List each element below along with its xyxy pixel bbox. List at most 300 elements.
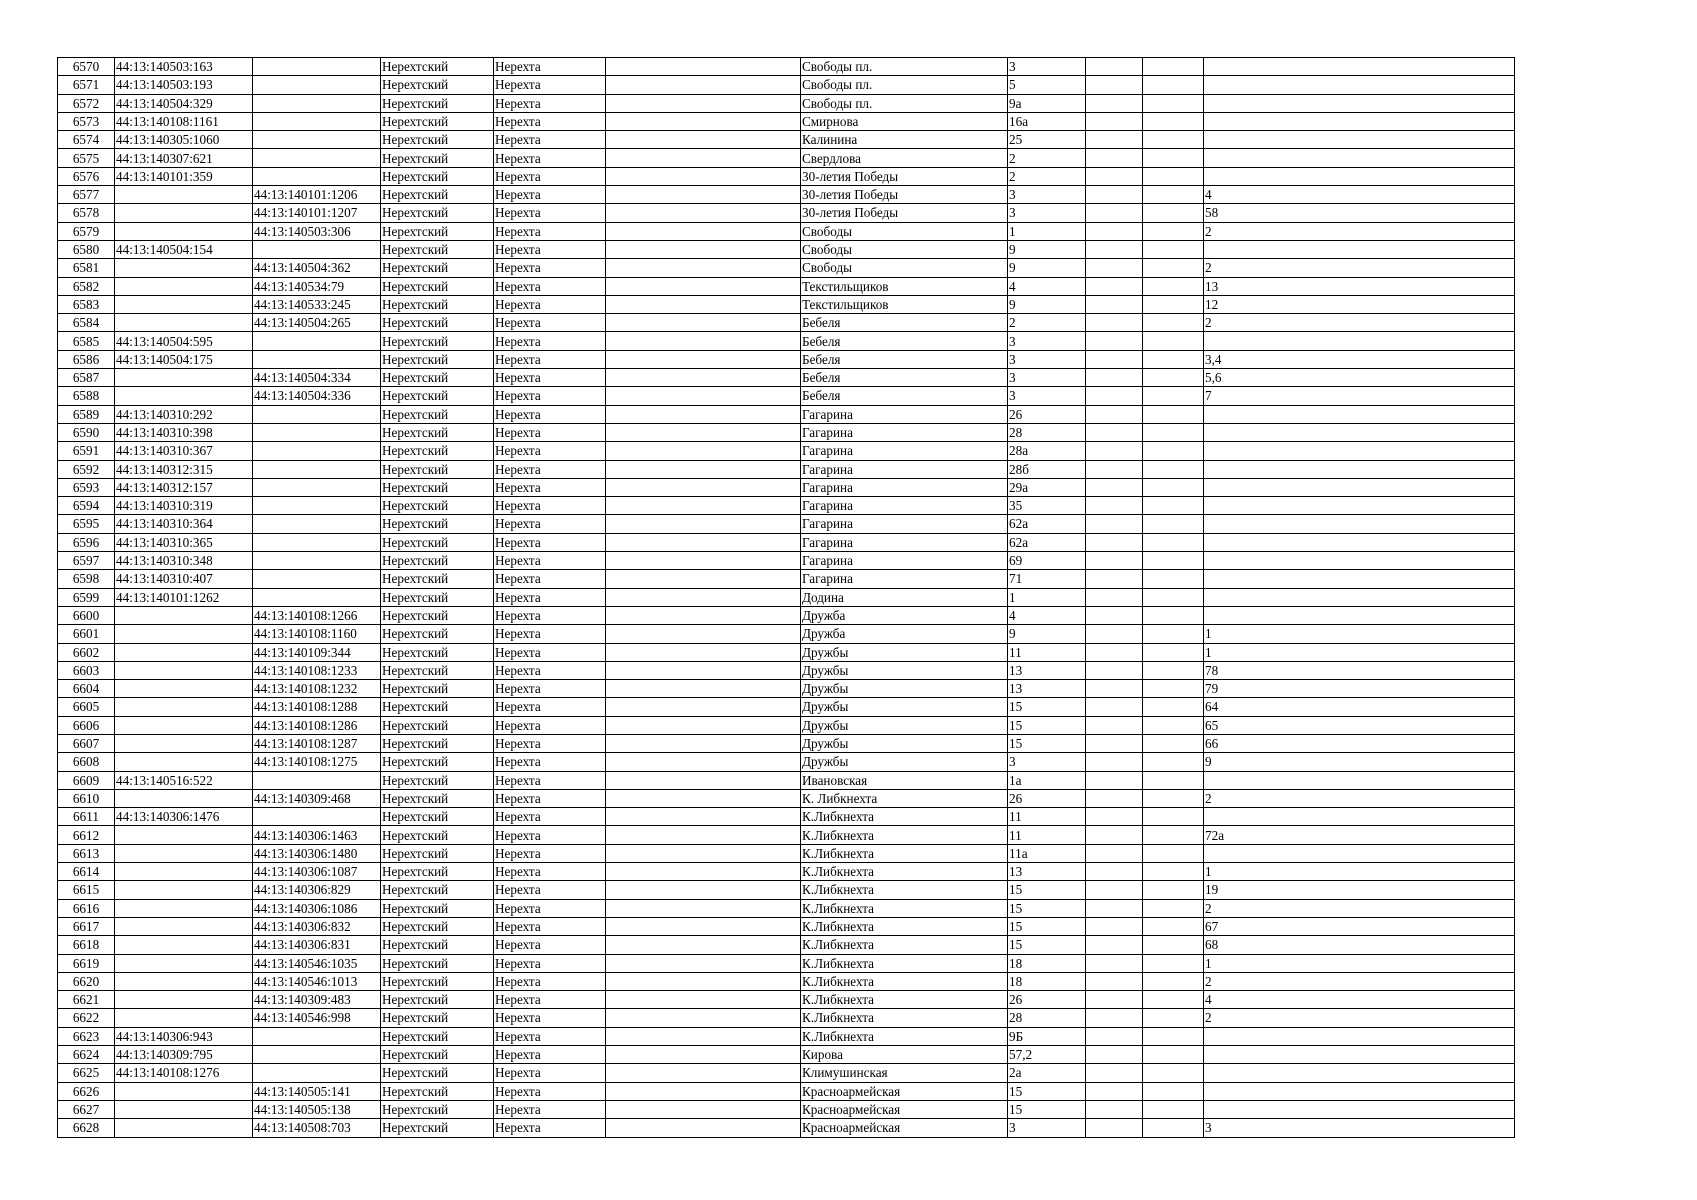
locality-cell xyxy=(606,314,801,332)
structure-cell xyxy=(1143,131,1204,149)
city-cell: Нерехта xyxy=(494,680,606,698)
locality-cell xyxy=(606,405,801,423)
cadastral-number-premises-cell: 44:13:140534:79 xyxy=(253,277,381,295)
street-cell: Гагарина xyxy=(801,570,1008,588)
city-cell: Нерехта xyxy=(494,350,606,368)
city-cell: Нерехта xyxy=(494,588,606,606)
table-row xyxy=(58,661,1515,679)
structure-cell xyxy=(1143,442,1204,460)
cadastral-number-cell xyxy=(115,680,253,698)
apartment-number-cell xyxy=(1204,1082,1515,1100)
structure-cell xyxy=(1143,76,1204,94)
cadastral-number-cell xyxy=(115,1119,253,1137)
row-number-cell: 6607 xyxy=(58,734,115,752)
locality-cell xyxy=(606,423,801,441)
table-row xyxy=(58,881,1515,899)
house-number-cell: 15 xyxy=(1008,936,1086,954)
building-cell xyxy=(1086,1027,1143,1045)
locality-cell xyxy=(606,240,801,258)
cadastral-number-cell: 44:13:140516:522 xyxy=(115,771,253,789)
locality-cell xyxy=(606,295,801,313)
house-number-cell: 15 xyxy=(1008,698,1086,716)
cadastral-number-cell: 44:13:140101:359 xyxy=(115,167,253,185)
cadastral-number-cell xyxy=(115,899,253,917)
city-cell: Нерехта xyxy=(494,899,606,917)
city-cell: Нерехта xyxy=(494,698,606,716)
city-cell: Нерехта xyxy=(494,1082,606,1100)
row-number-cell: 6593 xyxy=(58,478,115,496)
city-cell: Нерехта xyxy=(494,149,606,167)
city-cell: Нерехта xyxy=(494,625,606,643)
table-row xyxy=(58,1119,1515,1137)
cadastral-number-cell: 44:13:140306:943 xyxy=(115,1027,253,1045)
street-cell: К.Либкнехта xyxy=(801,863,1008,881)
building-cell xyxy=(1086,478,1143,496)
city-cell: Нерехта xyxy=(494,222,606,240)
house-number-cell: 15 xyxy=(1008,716,1086,734)
city-cell: Нерехта xyxy=(494,552,606,570)
locality-cell xyxy=(606,917,801,935)
house-number-cell: 26 xyxy=(1008,405,1086,423)
apartment-number-cell: 58 xyxy=(1204,204,1515,222)
locality-cell xyxy=(606,167,801,185)
building-cell xyxy=(1086,1100,1143,1118)
street-cell: Свободы пл. xyxy=(801,58,1008,76)
apartment-number-cell xyxy=(1204,570,1515,588)
building-cell xyxy=(1086,643,1143,661)
structure-cell xyxy=(1143,1119,1204,1137)
cadastral-number-cell xyxy=(115,753,253,771)
district-cell: Нерехтский xyxy=(381,149,494,167)
city-cell: Нерехта xyxy=(494,186,606,204)
house-number-cell: 18 xyxy=(1008,972,1086,990)
cadastral-number-premises-cell xyxy=(253,94,381,112)
cadastral-number-cell xyxy=(115,186,253,204)
city-cell: Нерехта xyxy=(494,58,606,76)
apartment-number-cell xyxy=(1204,808,1515,826)
cadastral-number-cell xyxy=(115,972,253,990)
structure-cell xyxy=(1143,423,1204,441)
apartment-number-cell: 3 xyxy=(1204,1119,1515,1137)
apartment-number-cell xyxy=(1204,112,1515,130)
cadastral-number-cell xyxy=(115,277,253,295)
row-number-cell: 6600 xyxy=(58,606,115,624)
house-number-cell: 15 xyxy=(1008,1100,1086,1118)
house-number-cell: 62а xyxy=(1008,515,1086,533)
city-cell: Нерехта xyxy=(494,369,606,387)
row-number-cell: 6614 xyxy=(58,863,115,881)
table-row xyxy=(58,277,1515,295)
locality-cell xyxy=(606,204,801,222)
cadastral-number-premises-cell xyxy=(253,423,381,441)
building-cell xyxy=(1086,186,1143,204)
building-cell xyxy=(1086,259,1143,277)
row-number-cell: 6572 xyxy=(58,94,115,112)
table-row xyxy=(58,314,1515,332)
table-row xyxy=(58,826,1515,844)
structure-cell xyxy=(1143,1027,1204,1045)
row-number-cell: 6583 xyxy=(58,295,115,313)
row-number-cell: 6625 xyxy=(58,1064,115,1082)
locality-cell xyxy=(606,789,801,807)
street-cell: Свободы xyxy=(801,240,1008,258)
building-cell xyxy=(1086,972,1143,990)
row-number-cell: 6588 xyxy=(58,387,115,405)
district-cell: Нерехтский xyxy=(381,899,494,917)
row-number-cell: 6621 xyxy=(58,991,115,1009)
city-cell: Нерехта xyxy=(494,936,606,954)
city-cell: Нерехта xyxy=(494,387,606,405)
cadastral-number-cell xyxy=(115,1082,253,1100)
cadastral-number-cell xyxy=(115,826,253,844)
city-cell: Нерехта xyxy=(494,606,606,624)
city-cell: Нерехта xyxy=(494,497,606,515)
cadastral-number-premises-cell xyxy=(253,442,381,460)
cadastral-number-premises-cell xyxy=(253,570,381,588)
district-cell: Нерехтский xyxy=(381,332,494,350)
table-row xyxy=(58,1027,1515,1045)
apartment-number-cell xyxy=(1204,497,1515,515)
district-cell: Нерехтский xyxy=(381,826,494,844)
district-cell: Нерехтский xyxy=(381,405,494,423)
structure-cell xyxy=(1143,954,1204,972)
district-cell: Нерехтский xyxy=(381,1046,494,1064)
cadastral-number-cell xyxy=(115,314,253,332)
structure-cell xyxy=(1143,863,1204,881)
table-row xyxy=(58,863,1515,881)
cadastral-number-premises-cell xyxy=(253,808,381,826)
district-cell: Нерехтский xyxy=(381,94,494,112)
city-cell: Нерехта xyxy=(494,643,606,661)
cadastral-number-cell: 44:13:140503:193 xyxy=(115,76,253,94)
district-cell: Нерехтский xyxy=(381,643,494,661)
apartment-number-cell xyxy=(1204,1046,1515,1064)
city-cell: Нерехта xyxy=(494,881,606,899)
row-number-cell: 6596 xyxy=(58,533,115,551)
city-cell: Нерехта xyxy=(494,314,606,332)
building-cell xyxy=(1086,460,1143,478)
district-cell: Нерехтский xyxy=(381,552,494,570)
city-cell: Нерехта xyxy=(494,478,606,496)
house-number-cell: 9 xyxy=(1008,259,1086,277)
building-cell xyxy=(1086,954,1143,972)
cadastral-number-premises-cell: 44:13:140546:998 xyxy=(253,1009,381,1027)
street-cell: Гагарина xyxy=(801,515,1008,533)
table-row xyxy=(58,570,1515,588)
street-cell: Климушинская xyxy=(801,1064,1008,1082)
locality-cell xyxy=(606,76,801,94)
cadastral-number-cell xyxy=(115,204,253,222)
city-cell: Нерехта xyxy=(494,277,606,295)
house-number-cell: 3 xyxy=(1008,1119,1086,1137)
street-cell: Свободы xyxy=(801,222,1008,240)
cadastral-number-premises-cell: 44:13:140309:468 xyxy=(253,789,381,807)
cadastral-number-premises-cell xyxy=(253,405,381,423)
row-number-cell: 6571 xyxy=(58,76,115,94)
building-cell xyxy=(1086,149,1143,167)
house-number-cell: 2 xyxy=(1008,167,1086,185)
row-number-cell: 6610 xyxy=(58,789,115,807)
street-cell: Бебеля xyxy=(801,369,1008,387)
table-row xyxy=(58,899,1515,917)
city-cell: Нерехта xyxy=(494,789,606,807)
district-cell: Нерехтский xyxy=(381,991,494,1009)
apartment-number-cell: 3,4 xyxy=(1204,350,1515,368)
district-cell: Нерехтский xyxy=(381,789,494,807)
cadastral-number-cell xyxy=(115,222,253,240)
structure-cell xyxy=(1143,936,1204,954)
street-cell: 30-летия Победы xyxy=(801,167,1008,185)
street-cell: Свободы пл. xyxy=(801,94,1008,112)
district-cell: Нерехтский xyxy=(381,1009,494,1027)
city-cell: Нерехта xyxy=(494,917,606,935)
city-cell: Нерехта xyxy=(494,259,606,277)
district-cell: Нерехтский xyxy=(381,588,494,606)
row-number-cell: 6579 xyxy=(58,222,115,240)
street-cell: Бебеля xyxy=(801,314,1008,332)
structure-cell xyxy=(1143,808,1204,826)
apartment-number-cell xyxy=(1204,844,1515,862)
row-number-cell: 6601 xyxy=(58,625,115,643)
cadastral-number-premises-cell xyxy=(253,1027,381,1045)
cadastral-number-cell xyxy=(115,716,253,734)
building-cell xyxy=(1086,753,1143,771)
row-number-cell: 6585 xyxy=(58,332,115,350)
structure-cell xyxy=(1143,277,1204,295)
house-number-cell: 9 xyxy=(1008,240,1086,258)
house-number-cell: 69 xyxy=(1008,552,1086,570)
district-cell: Нерехтский xyxy=(381,186,494,204)
district-cell: Нерехтский xyxy=(381,112,494,130)
house-number-cell: 15 xyxy=(1008,881,1086,899)
building-cell xyxy=(1086,295,1143,313)
table-row xyxy=(58,734,1515,752)
street-cell: Додина xyxy=(801,588,1008,606)
city-cell: Нерехта xyxy=(494,808,606,826)
cadastral-number-premises-cell xyxy=(253,533,381,551)
cadastral-number-premises-cell: 44:13:140503:306 xyxy=(253,222,381,240)
house-number-cell: 3 xyxy=(1008,369,1086,387)
district-cell: Нерехтский xyxy=(381,1100,494,1118)
building-cell xyxy=(1086,661,1143,679)
house-number-cell: 13 xyxy=(1008,680,1086,698)
structure-cell xyxy=(1143,478,1204,496)
table-row xyxy=(58,954,1515,972)
row-number-cell: 6628 xyxy=(58,1119,115,1137)
cadastral-number-cell xyxy=(115,863,253,881)
cadastral-number-cell: 44:13:140307:621 xyxy=(115,149,253,167)
house-number-cell: 9а xyxy=(1008,94,1086,112)
city-cell: Нерехта xyxy=(494,405,606,423)
cadastral-number-premises-cell: 44:13:140108:1160 xyxy=(253,625,381,643)
locality-cell xyxy=(606,936,801,954)
house-number-cell: 35 xyxy=(1008,497,1086,515)
street-cell: Красноармейская xyxy=(801,1082,1008,1100)
apartment-number-cell xyxy=(1204,58,1515,76)
street-cell: Гагарина xyxy=(801,478,1008,496)
building-cell xyxy=(1086,698,1143,716)
house-number-cell: 1 xyxy=(1008,222,1086,240)
city-cell: Нерехта xyxy=(494,734,606,752)
building-cell xyxy=(1086,808,1143,826)
structure-cell xyxy=(1143,112,1204,130)
locality-cell xyxy=(606,259,801,277)
table-row xyxy=(58,222,1515,240)
house-number-cell: 28а xyxy=(1008,442,1086,460)
cadastral-number-premises-cell xyxy=(253,460,381,478)
locality-cell xyxy=(606,186,801,204)
city-cell: Нерехта xyxy=(494,533,606,551)
street-cell: Дружбы xyxy=(801,643,1008,661)
row-number-cell: 6594 xyxy=(58,497,115,515)
street-cell: К.Либкнехта xyxy=(801,881,1008,899)
row-number-cell: 6616 xyxy=(58,899,115,917)
cadastral-number-cell: 44:13:140310:365 xyxy=(115,533,253,551)
city-cell: Нерехта xyxy=(494,1100,606,1118)
locality-cell xyxy=(606,991,801,1009)
table-row xyxy=(58,131,1515,149)
street-cell: Гагарина xyxy=(801,442,1008,460)
building-cell xyxy=(1086,863,1143,881)
building-cell xyxy=(1086,497,1143,515)
structure-cell xyxy=(1143,533,1204,551)
house-number-cell: 3 xyxy=(1008,204,1086,222)
house-number-cell: 28 xyxy=(1008,423,1086,441)
city-cell: Нерехта xyxy=(494,1027,606,1045)
house-number-cell: 71 xyxy=(1008,570,1086,588)
apartment-number-cell xyxy=(1204,515,1515,533)
apartment-number-cell: 64 xyxy=(1204,698,1515,716)
district-cell: Нерехтский xyxy=(381,936,494,954)
city-cell: Нерехта xyxy=(494,167,606,185)
apartment-number-cell: 4 xyxy=(1204,991,1515,1009)
table-row xyxy=(58,1046,1515,1064)
row-number-cell: 6615 xyxy=(58,881,115,899)
locality-cell xyxy=(606,1064,801,1082)
street-cell: Свободы пл. xyxy=(801,76,1008,94)
locality-cell xyxy=(606,58,801,76)
locality-cell xyxy=(606,734,801,752)
cadastral-number-premises-cell: 44:13:140504:265 xyxy=(253,314,381,332)
apartment-number-cell xyxy=(1204,771,1515,789)
cadastral-number-cell: 44:13:140310:367 xyxy=(115,442,253,460)
table-row xyxy=(58,369,1515,387)
cadastral-number-premises-cell: 44:13:140101:1207 xyxy=(253,204,381,222)
street-cell: Дружбы xyxy=(801,734,1008,752)
locality-cell xyxy=(606,515,801,533)
row-number-cell: 6602 xyxy=(58,643,115,661)
city-cell: Нерехта xyxy=(494,240,606,258)
cadastral-number-cell: 44:13:140312:157 xyxy=(115,478,253,496)
cadastral-number-cell xyxy=(115,606,253,624)
row-number-cell: 6590 xyxy=(58,423,115,441)
row-number-cell: 6606 xyxy=(58,716,115,734)
cadastral-number-premises-cell xyxy=(253,478,381,496)
row-number-cell: 6577 xyxy=(58,186,115,204)
street-cell: Красноармейская xyxy=(801,1100,1008,1118)
row-number-cell: 6584 xyxy=(58,314,115,332)
apartment-number-cell xyxy=(1204,149,1515,167)
locality-cell xyxy=(606,1046,801,1064)
table-row xyxy=(58,460,1515,478)
district-cell: Нерехтский xyxy=(381,771,494,789)
building-cell xyxy=(1086,240,1143,258)
cadastral-number-cell xyxy=(115,1100,253,1118)
street-cell: 30-летия Победы xyxy=(801,204,1008,222)
apartment-number-cell: 1 xyxy=(1204,954,1515,972)
cadastral-number-cell xyxy=(115,789,253,807)
apartment-number-cell xyxy=(1204,332,1515,350)
table-row xyxy=(58,844,1515,862)
table-row xyxy=(58,405,1515,423)
street-cell: К.Либкнехта xyxy=(801,917,1008,935)
house-number-cell: 13 xyxy=(1008,661,1086,679)
row-number-cell: 6595 xyxy=(58,515,115,533)
building-cell xyxy=(1086,423,1143,441)
street-cell: Калинина xyxy=(801,131,1008,149)
apartment-number-cell: 2 xyxy=(1204,899,1515,917)
house-number-cell: 3 xyxy=(1008,332,1086,350)
structure-cell xyxy=(1143,186,1204,204)
apartment-number-cell xyxy=(1204,167,1515,185)
cadastral-number-premises-cell: 44:13:140546:1035 xyxy=(253,954,381,972)
table-row xyxy=(58,94,1515,112)
structure-cell xyxy=(1143,94,1204,112)
city-cell: Нерехта xyxy=(494,204,606,222)
building-cell xyxy=(1086,76,1143,94)
locality-cell xyxy=(606,1119,801,1137)
building-cell xyxy=(1086,58,1143,76)
apartment-number-cell xyxy=(1204,240,1515,258)
city-cell: Нерехта xyxy=(494,1119,606,1137)
structure-cell xyxy=(1143,771,1204,789)
house-number-cell: 9Б xyxy=(1008,1027,1086,1045)
row-number-cell: 6611 xyxy=(58,808,115,826)
city-cell: Нерехта xyxy=(494,972,606,990)
street-cell: Гагарина xyxy=(801,460,1008,478)
house-number-cell: 13 xyxy=(1008,863,1086,881)
cadastral-number-cell: 44:13:140310:407 xyxy=(115,570,253,588)
cadastral-number-cell xyxy=(115,698,253,716)
cadastral-number-premises-cell xyxy=(253,497,381,515)
locality-cell xyxy=(606,478,801,496)
table-row xyxy=(58,1082,1515,1100)
structure-cell xyxy=(1143,570,1204,588)
street-cell: К.Либкнехта xyxy=(801,844,1008,862)
building-cell xyxy=(1086,606,1143,624)
district-cell: Нерехтский xyxy=(381,76,494,94)
row-number-cell: 6578 xyxy=(58,204,115,222)
district-cell: Нерехтский xyxy=(381,917,494,935)
cadastral-number-cell: 44:13:140101:1262 xyxy=(115,588,253,606)
structure-cell xyxy=(1143,387,1204,405)
row-number-cell: 6603 xyxy=(58,661,115,679)
building-cell xyxy=(1086,204,1143,222)
city-cell: Нерехта xyxy=(494,1046,606,1064)
building-cell xyxy=(1086,94,1143,112)
cadastral-number-premises-cell: 44:13:140306:832 xyxy=(253,917,381,935)
table-row xyxy=(58,1100,1515,1118)
street-cell: Бебеля xyxy=(801,350,1008,368)
district-cell: Нерехтский xyxy=(381,533,494,551)
table-row xyxy=(58,680,1515,698)
structure-cell xyxy=(1143,240,1204,258)
city-cell: Нерехта xyxy=(494,753,606,771)
apartment-number-cell xyxy=(1204,478,1515,496)
table-row xyxy=(58,387,1515,405)
district-cell: Нерехтский xyxy=(381,222,494,240)
cadastral-number-premises-cell: 44:13:140306:1463 xyxy=(253,826,381,844)
